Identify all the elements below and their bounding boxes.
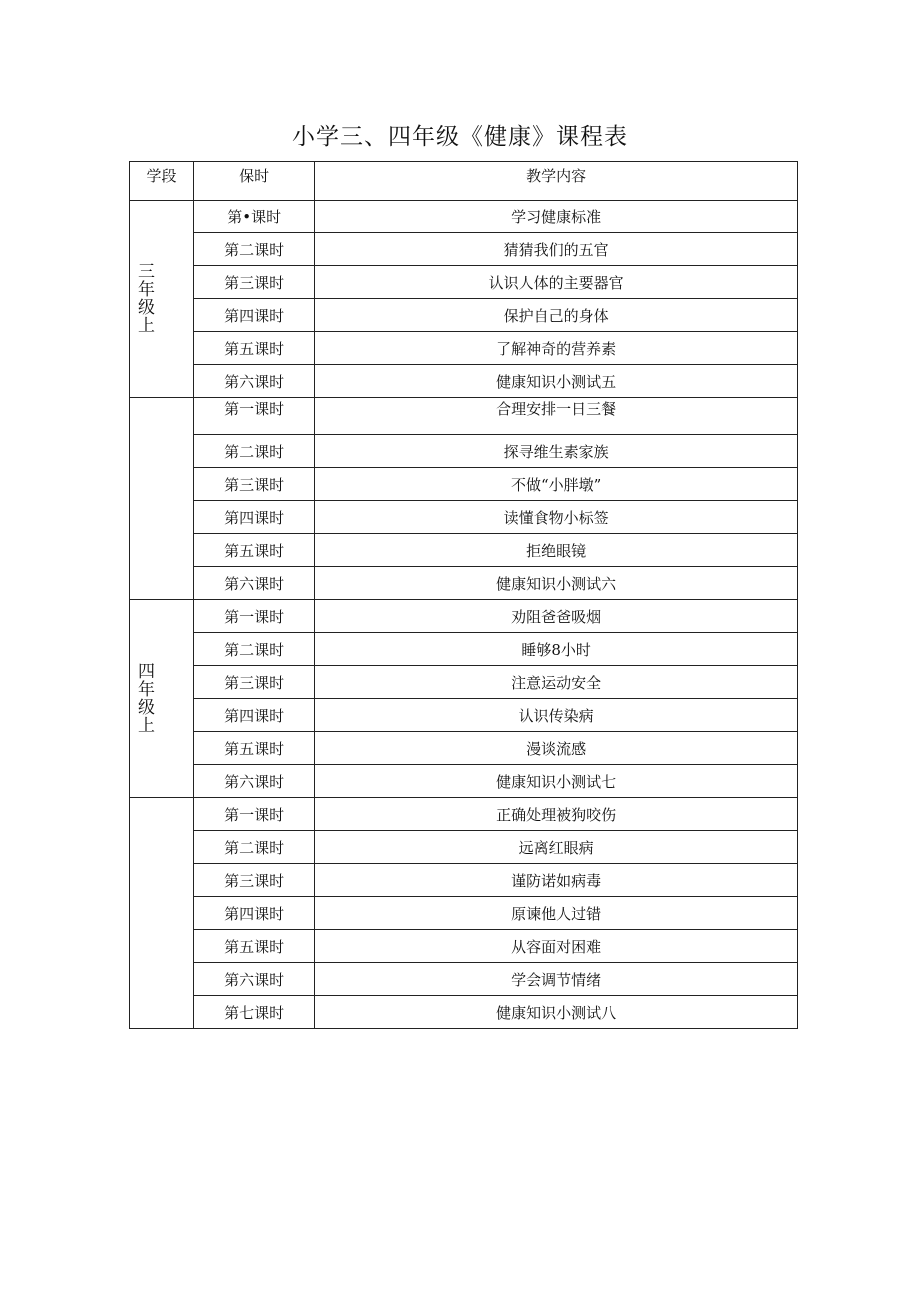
table-row	[130, 996, 798, 1029]
schedule-table	[129, 161, 798, 1029]
period-cell: 第五课时	[194, 332, 315, 365]
topic-cell: 拒绝眼镜	[315, 534, 798, 567]
topic-cell: 保护自己的身体	[315, 299, 798, 332]
topic-cell: 了解神奇的营养素	[315, 332, 798, 365]
period-cell: 第一课时	[194, 600, 315, 633]
table-row	[130, 600, 798, 633]
stage-cell	[130, 398, 194, 600]
table-row	[130, 798, 798, 831]
topic-cell: 漫谈流感	[315, 732, 798, 765]
period-cell: 第四课时	[194, 897, 315, 930]
topic-cell: 远离红眼病	[315, 831, 798, 864]
table-row	[130, 332, 798, 365]
topic-cell: 探寻维生素家族	[315, 435, 798, 468]
period-cell: 第六课时	[194, 567, 315, 600]
topic-cell: 劝阻爸爸吸烟	[315, 600, 798, 633]
topic-cell: 健康知识小测试八	[315, 996, 798, 1029]
table-row	[130, 201, 798, 233]
table-row	[130, 501, 798, 534]
table-row	[130, 930, 798, 963]
header-period: 保时	[194, 162, 315, 201]
period-cell: 第二课时	[194, 831, 315, 864]
topic-cell: 从容面对困难	[315, 930, 798, 963]
period-cell: 第一课时	[194, 398, 315, 435]
period-cell: 第二课时	[194, 233, 315, 266]
table-row	[130, 567, 798, 600]
period-cell: 第二课时	[194, 633, 315, 666]
period-cell: 第六课时	[194, 963, 315, 996]
topic-cell: 读懂食物小标签	[315, 501, 798, 534]
period-cell: 第一课时	[194, 798, 315, 831]
topic-cell: 正确处理被狗咬伤	[315, 798, 798, 831]
topic-cell: 认识传染病	[315, 699, 798, 732]
stage-cell	[130, 798, 194, 1029]
topic-cell: 学习健康标准	[315, 201, 798, 233]
header-content: 教学内容	[315, 162, 798, 201]
table-row	[130, 765, 798, 798]
period-cell: 第三课时	[194, 266, 315, 299]
header-stage: 学段	[130, 162, 194, 201]
period-cell: 第四课时	[194, 699, 315, 732]
topic-cell: 健康知识小测试七	[315, 765, 798, 798]
table-row	[130, 633, 798, 666]
period-cell: 第三课时	[194, 468, 315, 501]
table-row	[130, 831, 798, 864]
table-row	[130, 963, 798, 996]
topic-cell: 健康知识小测试六	[315, 567, 798, 600]
table-row	[130, 435, 798, 468]
period-cell: 第七课时	[194, 996, 315, 1029]
period-cell: 第三课时	[194, 666, 315, 699]
period-cell: 第六课时	[194, 365, 315, 398]
table-row	[130, 534, 798, 567]
stage-label: 四年级上	[138, 661, 156, 736]
period-cell: 第四课时	[194, 299, 315, 332]
stage-cell	[130, 201, 194, 398]
table-row	[130, 897, 798, 930]
topic-cell: 不做“小胖墩”	[315, 468, 798, 501]
table-row	[130, 365, 798, 398]
period-cell: 第二课时	[194, 435, 315, 468]
period-cell: 第五课时	[194, 534, 315, 567]
table-row	[130, 864, 798, 897]
period-cell: 第•课时	[194, 201, 315, 233]
table-row	[130, 666, 798, 699]
header-row	[130, 162, 798, 201]
table-row	[130, 398, 798, 435]
topic-cell: 猜猜我们的五官	[315, 233, 798, 266]
topic-cell: 健康知识小测试五	[315, 365, 798, 398]
topic-cell: 睡够8小时	[315, 633, 798, 666]
period-cell: 第三课时	[194, 864, 315, 897]
topic-cell: 原谏他人过错	[315, 897, 798, 930]
period-cell: 第四课时	[194, 501, 315, 534]
topic-cell: 学会调节情绪	[315, 963, 798, 996]
period-cell: 第六课时	[194, 765, 315, 798]
topic-cell: 注意运动安全	[315, 666, 798, 699]
period-cell: 第五课时	[194, 930, 315, 963]
stage-label: 三年级上	[138, 262, 156, 336]
topic-cell: 谨防诺如病毒	[315, 864, 798, 897]
table-row	[130, 699, 798, 732]
stage-cell	[130, 600, 194, 798]
page-title: 小学三、四年级《健康》课程表	[292, 124, 628, 150]
table-row	[130, 266, 798, 299]
table-row	[130, 299, 798, 332]
period-cell: 第五课时	[194, 732, 315, 765]
table-row	[130, 732, 798, 765]
table-row	[130, 468, 798, 501]
topic-cell: 认识人体的主要器官	[315, 266, 798, 299]
topic-cell: 合理安排一日三餐	[315, 398, 798, 435]
table-row	[130, 233, 798, 266]
